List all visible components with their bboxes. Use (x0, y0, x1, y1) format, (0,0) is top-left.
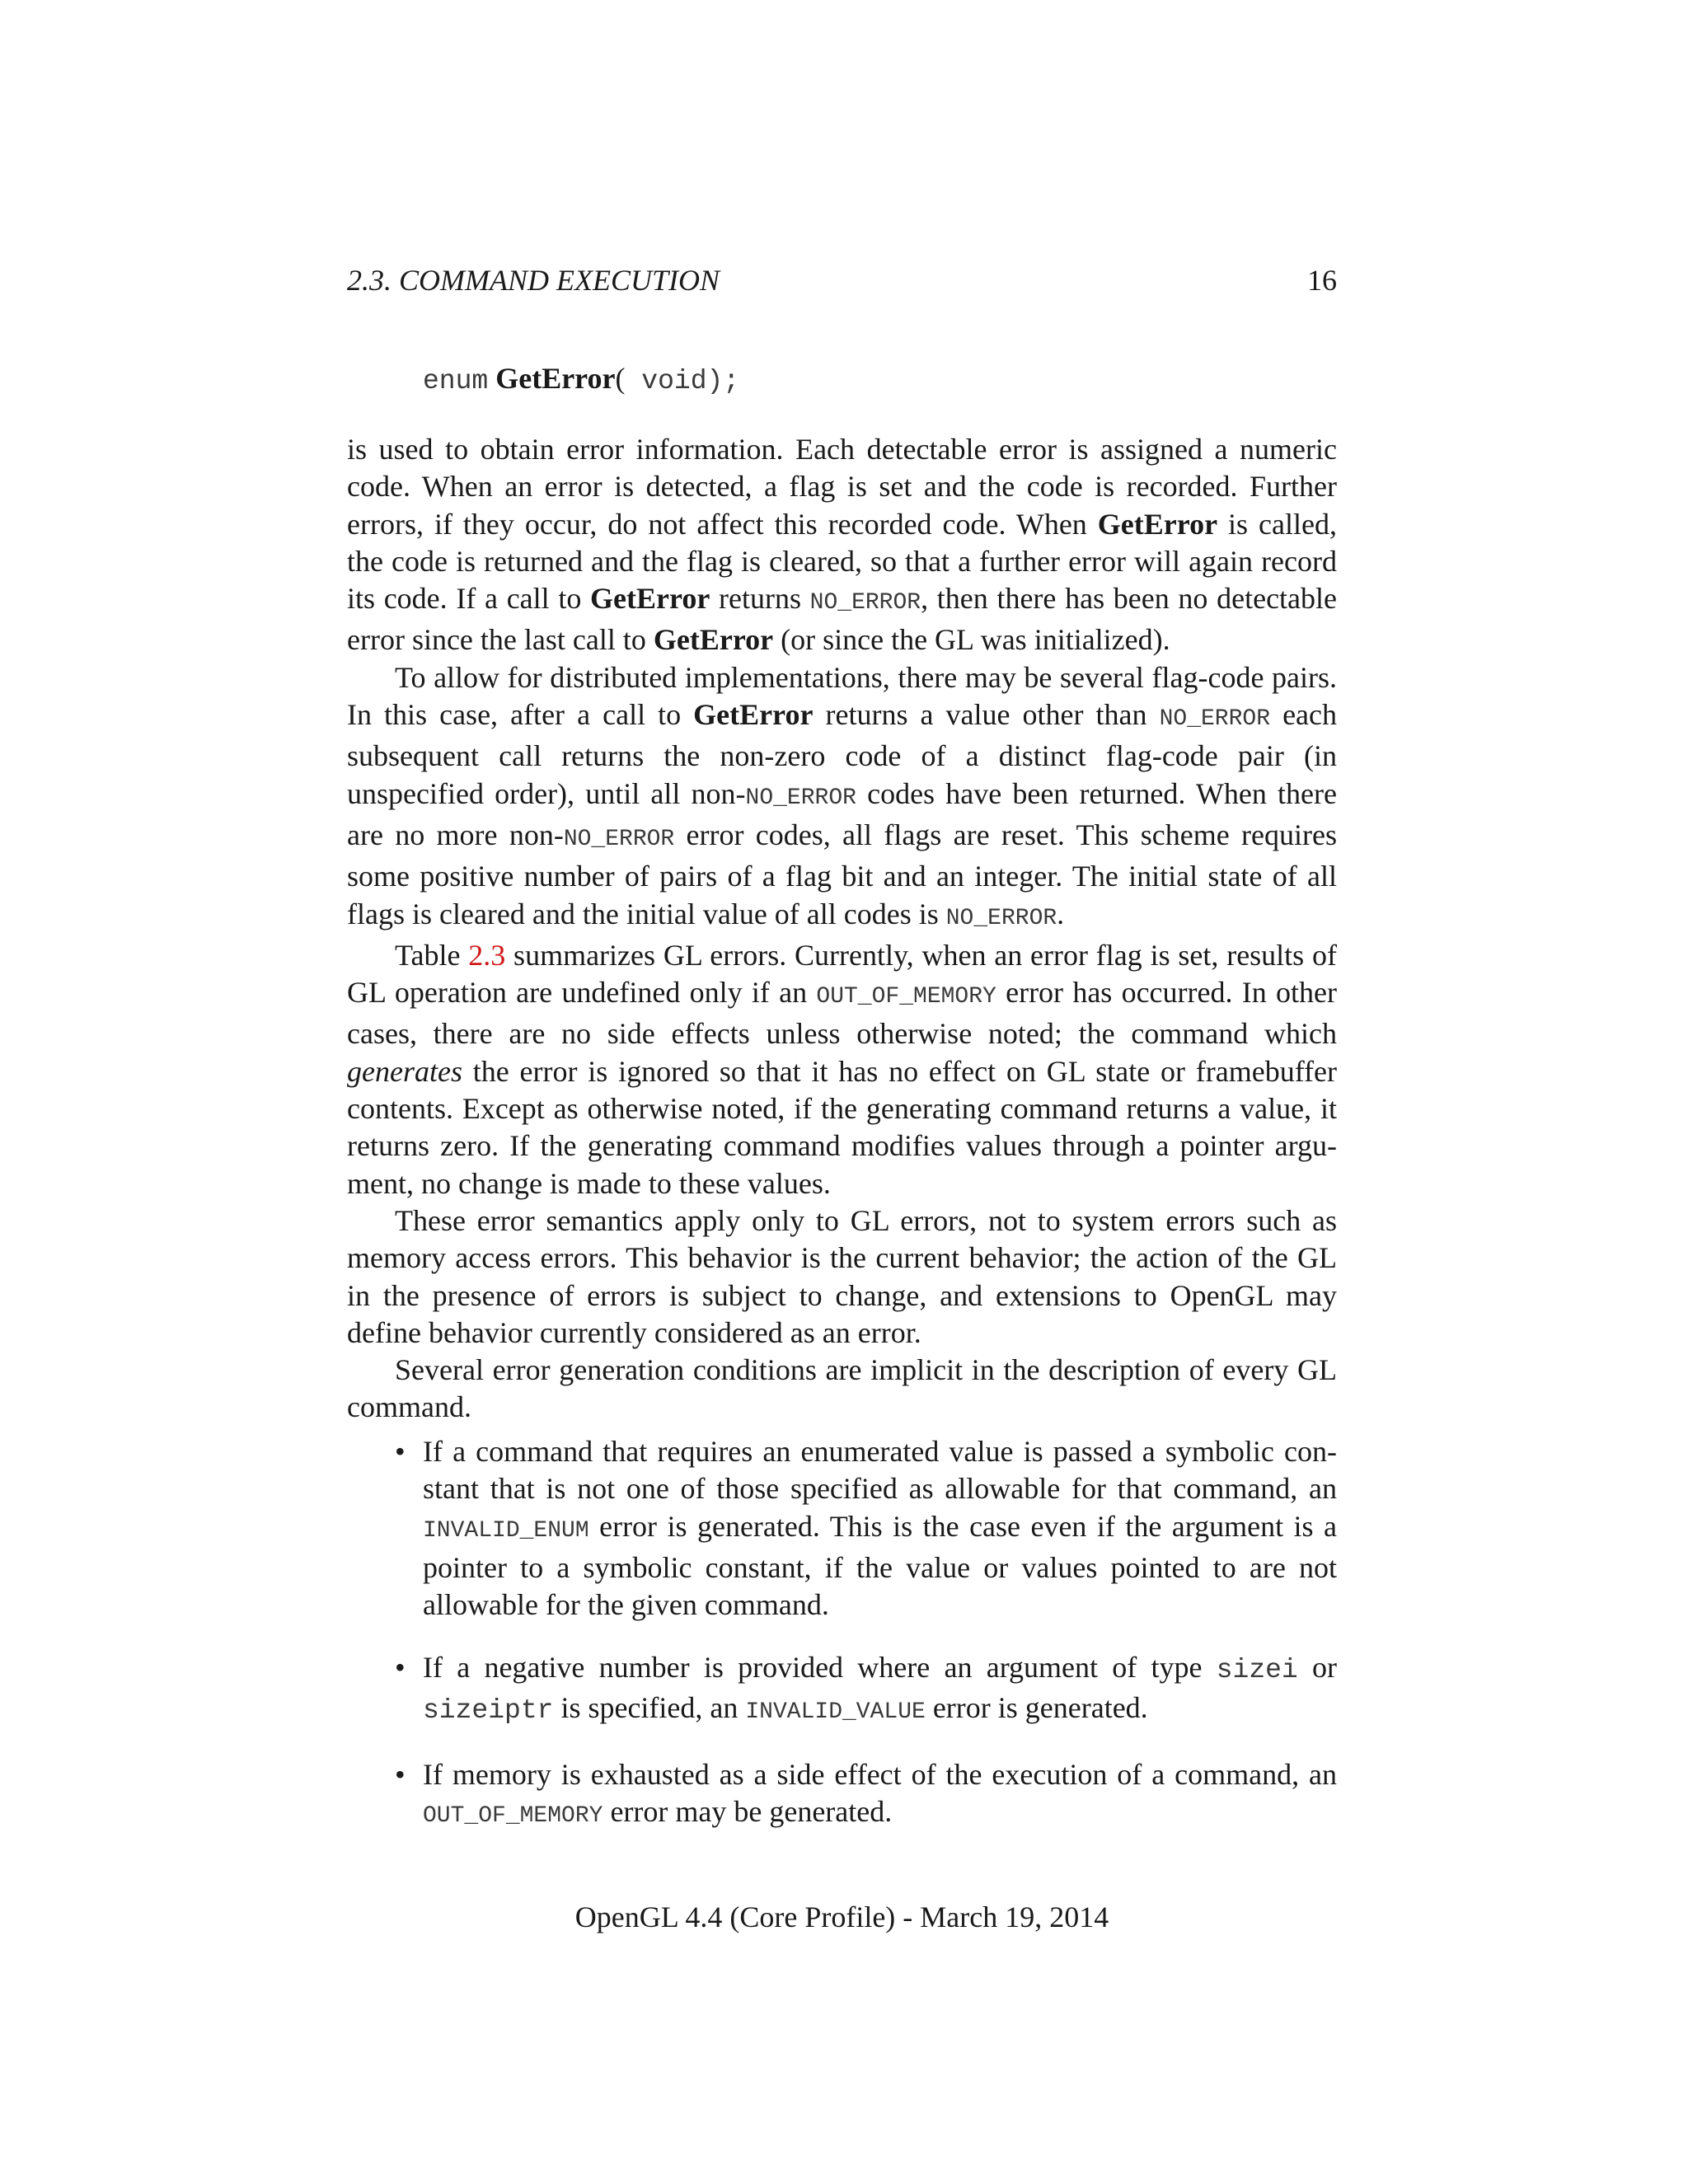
text-run: returns a value other than (813, 698, 1160, 732)
page-footer: OpenGL 4.4 (Core Profile) - March 19, 2014 (574, 1900, 1109, 1933)
code-token: NO_ERROR (563, 826, 675, 852)
text-run: each subsequent call returns the non-zero code of a distinct flag-code pair (in unspecified order), until all non- (347, 698, 1338, 810)
text-run: (or since the GL was initialized). (773, 623, 1170, 657)
body-text (347, 431, 1337, 1427)
function-prototype (423, 360, 739, 400)
text-run: If memory is exhausted as a side effect of the execution of a command, an (423, 1758, 1337, 1792)
text-run: error may be generated. (603, 1795, 893, 1829)
function-args: void (625, 366, 707, 396)
paragraph-3 (347, 937, 1337, 1202)
paragraph-4: These error semantics apply only to GL errors, not to system errors such as memory access errors. This behavior is the current behavior; the action of the GL in the presence of errors is subject to change, and extensions to OpenGL may define behavior currently considered as an error. (347, 1203, 1337, 1349)
code-token: OUT_OF_MEMORY (816, 984, 996, 1010)
italic-term: generates (347, 1054, 462, 1088)
text-run: . (1057, 897, 1065, 930)
text-run: is specified, an (553, 1690, 746, 1724)
bullet-list (347, 1433, 1337, 1861)
code-token: OUT_OF_MEMORY (423, 1803, 603, 1830)
bullet-icon: • (395, 1435, 406, 1468)
text-run: codes have been returned. When there are no more non- (347, 776, 1337, 851)
code-token: sizeiptr (423, 1694, 554, 1726)
bold-term: GetError (693, 698, 814, 732)
code-token: NO_ERROR (1159, 706, 1271, 733)
bold-term: GetError (1097, 507, 1218, 541)
running-header (347, 262, 1337, 298)
text-run: summarizes GL errors. Currently, when an error flag is set, results of GL operation are undefined only if an (347, 938, 1337, 1010)
code-token: NO_ERROR (945, 905, 1057, 931)
text-run: or (1297, 1651, 1337, 1685)
section-title: 2.3. COMMAND EXECUTION (347, 264, 720, 297)
code-token: NO_ERROR (809, 590, 921, 616)
text-run: is used to obtain error information. Each detectable error is assigned a numeric code. When an error is detected, a flag is set and the code is recorded. Further errors, if they occur, do not affect this recorded code. When (347, 433, 1337, 541)
text-run: returns (710, 582, 810, 616)
code-token: INVALID_ENUM (423, 1517, 589, 1544)
paragraph-2 (347, 659, 1337, 937)
function-name: GetError (495, 362, 616, 395)
bold-term: GetError (653, 623, 774, 657)
close-paren: ); (706, 366, 740, 396)
text-run: is called, the code is returned and the flag is cleared, so that a further error will again record its code. If a call to (347, 507, 1337, 616)
text-run: If a negative number is provided where an argument of type (423, 1651, 1217, 1685)
bullet-icon: • (395, 1758, 406, 1792)
paragraph-5: Several error generation conditions are implicit in the description of every GL command. (347, 1353, 1337, 1424)
text-run: the error is ignored so that it has no effect on GL state or framebuffer contents. Except as otherwise noted, if the generating command returns a value, it returns zero. If the generating command modifies values through a pointer argument, no change is made to these values. (347, 1054, 1337, 1200)
text-run: Table (395, 938, 469, 972)
page-number: 16 (1307, 264, 1337, 297)
text-run: error codes, all flags are reset. This scheme requires some positive number of pairs of a flag bit and an integer. The initial state of all flags is cleared and the initial value of all codes is (347, 818, 1337, 930)
code-token: NO_ERROR (745, 785, 856, 811)
list-item (347, 1649, 1337, 1731)
text-run: If a command that requires an enumerated value is passed a symbolic constant that is not one of those specified as allowable for that command, an (423, 1435, 1337, 1506)
return-type: enum (423, 366, 489, 396)
code-token: INVALID_VALUE (745, 1699, 926, 1725)
text-run: To allow for distributed implementations, there may be several flag-code pairs. In this case, after a call to (347, 660, 1337, 732)
list-item (347, 1433, 1337, 1624)
bullet-icon: • (395, 1651, 406, 1685)
text-run: error is generated. (925, 1690, 1148, 1724)
open-paren: ( (615, 362, 626, 395)
text-run: error is generated. This is the case even if the argument is a pointer to a symbolic constant, if the value or values pointed to are not allowable for the given command. (423, 1509, 1337, 1622)
text-run: error has occurred. In other cases, there are no side effects unless otherwise noted; the command which (347, 976, 1337, 1051)
code-token: sizei (1216, 1655, 1298, 1686)
document-page (347, 0, 1337, 2184)
bold-term: GetError (590, 582, 710, 616)
paragraph-1 (347, 431, 1337, 659)
table-reference-link[interactable]: 2.3 (468, 938, 506, 972)
list-item (347, 1756, 1337, 1835)
text-run: , then there has been no detectable error since the last call to (347, 582, 1338, 657)
